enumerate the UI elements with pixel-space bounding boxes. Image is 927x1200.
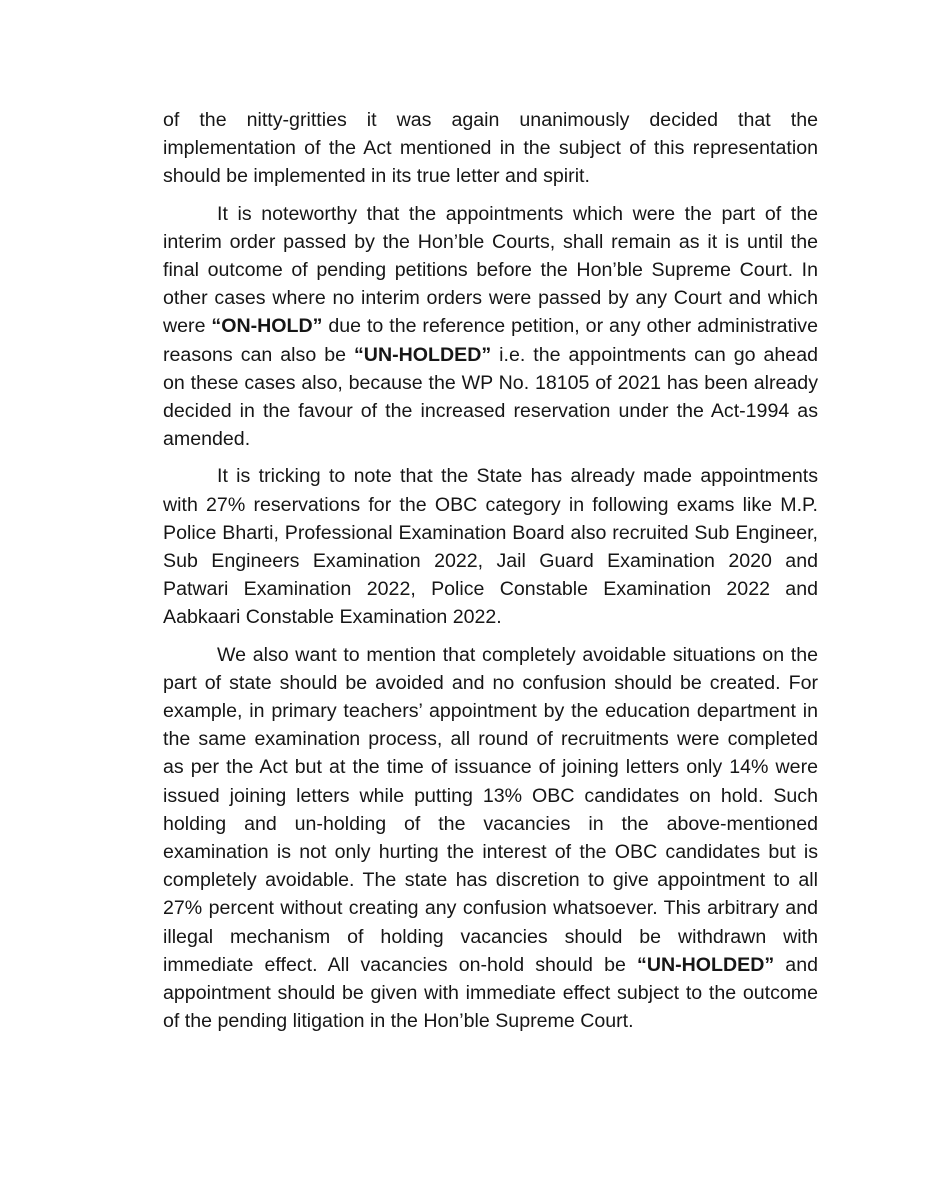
paragraph-3-text: It is tricking to note that the State has already made appointments with 27% reservations for the OBC category in following exams like M.P. Police Bharti, Professional Examination Board also recruited Sub Engineer, Sub Engineers Examination 2022, Jail Guard Examination 2020 and Patwari Examination 2022, Police Constable Examination 2022 and Aabkaari Constable Examination 2022. xyxy=(163,465,818,629)
paragraph-4-text-b: and appointment should be given with immediate effect subject to the outcome of the pending litigation in the Hon’ble Supreme Court. xyxy=(163,953,818,1033)
paragraph-4 xyxy=(163,641,818,1036)
un-holded-emphasis-2: “UN-HOLDED” xyxy=(637,953,775,976)
document-body xyxy=(163,106,818,1045)
paragraph-2-text-b: due to the reference petition, or any other administrative reasons can also be xyxy=(163,315,818,366)
paragraph-2 xyxy=(163,200,818,454)
paragraph-2-text-a: It is noteworthy that the appointments which were the part of the interim order passed by the Hon’ble Courts, shall remain as it is until the final outcome of pending petitions before the Hon’ble Supreme Court. In other cases where no interim orders were passed by any Court and which were xyxy=(163,202,818,338)
un-holded-emphasis: “UN-HOLDED” xyxy=(354,343,492,366)
paragraph-2-text-c: i.e. the appointments can go ahead on these cases also, because the WP No. 18105 of 2021 has been already decided in the favour of the increased reservation under the Act-1994 as amended. xyxy=(163,343,818,451)
on-hold-emphasis: “ON-HOLD” xyxy=(211,315,323,338)
paragraph-1 xyxy=(163,106,818,191)
paragraph-4-text-a: We also want to mention that completely avoidable situations on the part of state should be avoided and no confusion should be created. For example, in primary teachers’ appointment by the education department in the same examination process, all round of recruitments were completed as per the Act but at the time of issuance of joining letters only 14% were issued joining letters while putting 13% OBC candidates on hold. Such holding and un-holding of the vacancies in the above-mentioned examination is not only hurting the interest of the OBC candidates but is completely avoidable. The state has discretion to give appointment to all 27% percent without creating any confusion whatsoever. This arbitrary and illegal mechanism of holding vacancies should be withdrawn with immediate effect. All vacancies on-hold should be xyxy=(163,643,818,976)
paragraph-1-text: of the nitty-gritties it was again unanimously decided that the implementation of the Act mentioned in the subject of this representation should be implemented in its true letter and spirit. xyxy=(163,109,818,188)
paragraph-3 xyxy=(163,462,818,631)
